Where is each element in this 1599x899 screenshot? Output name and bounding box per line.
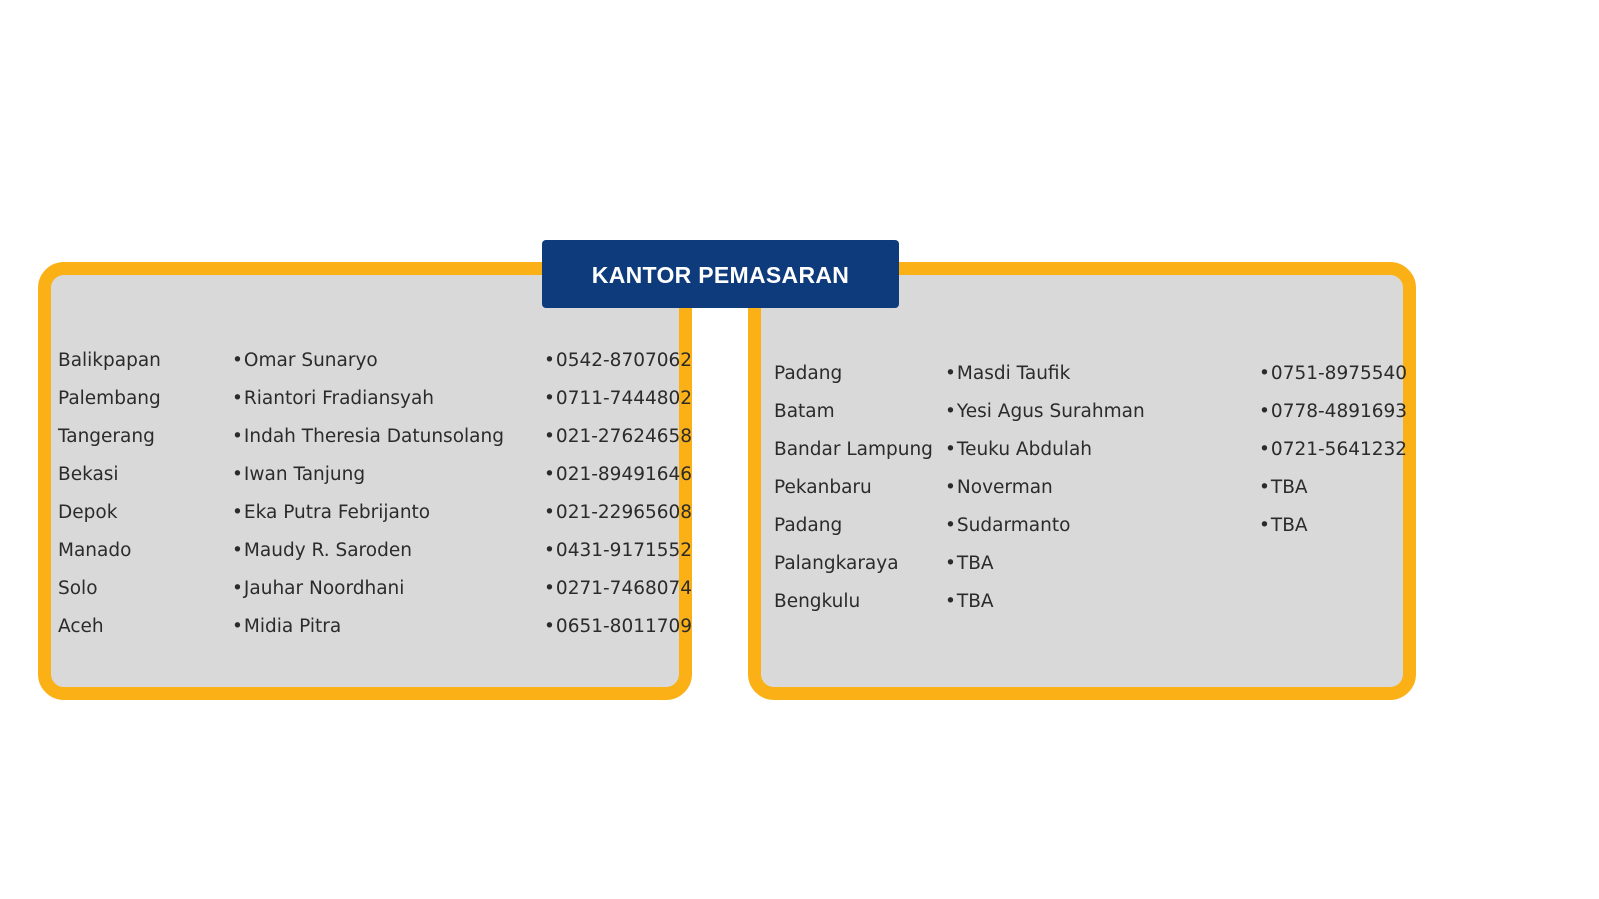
office-contact: [945, 359, 1070, 389]
office-contact: [945, 397, 1145, 427]
bullet: •: [232, 616, 243, 637]
office-city: Batam: [774, 401, 835, 422]
office-city: Padang: [774, 363, 843, 384]
office-phone: [1259, 473, 1308, 503]
office-phone-number: 0271-7468074: [555, 578, 693, 599]
bullet: •: [1259, 363, 1270, 384]
bullet: •: [544, 540, 555, 561]
bullet: •: [945, 477, 956, 498]
office-city: Palangkaraya: [774, 553, 899, 574]
office-contact: [945, 511, 1070, 541]
office-city: Depok: [58, 502, 118, 523]
office-phone: [1259, 359, 1407, 389]
office-city: Padang: [774, 515, 843, 536]
office-row: [0, 435, 1599, 465]
office-phone-number: TBA: [1270, 515, 1308, 536]
office-contact-name: Riantori Fradiansyah: [243, 388, 435, 409]
office-contact-name: Yesi Agus Surahman: [956, 401, 1145, 422]
bullet: •: [232, 388, 243, 409]
office-phone-number: 0431-9171552: [555, 540, 693, 561]
office-contact-name: Masdi Taufik: [956, 363, 1071, 384]
office-city: Bandar Lampung: [774, 439, 933, 460]
office-phone-number: 021-22965608: [555, 502, 693, 523]
office-phone-number: 0651-8011709: [555, 616, 693, 637]
bullet: •: [544, 426, 555, 447]
office-contact: [945, 473, 1053, 503]
bullet: •: [945, 553, 956, 574]
office-phone-number: 0721-5641232: [1270, 439, 1408, 460]
office-contact-name: Jauhar Noordhani: [243, 578, 405, 599]
office-phone-number: 0751-8975540: [1270, 363, 1408, 384]
bullet: •: [1259, 477, 1270, 498]
office-phone-number: 021-27624658: [555, 426, 693, 447]
office-city: Manado: [58, 540, 132, 561]
office-city: Balikpapan: [58, 350, 161, 371]
bullet: •: [1259, 439, 1270, 460]
office-contact: [945, 587, 994, 617]
bullet: •: [945, 591, 956, 612]
bullet: •: [945, 515, 956, 536]
bullet: •: [232, 464, 243, 485]
office-row: [0, 473, 1599, 503]
bullet: •: [232, 540, 243, 561]
bullet: •: [945, 439, 956, 460]
bullet: •: [544, 350, 555, 371]
office-contact-name: Eka Putra Febrijanto: [243, 502, 431, 523]
office-contact-name: Midia Pitra: [243, 616, 342, 637]
title-banner: [542, 240, 899, 308]
office-phone-number: TBA: [1270, 477, 1308, 498]
office-city: Bekasi: [58, 464, 119, 485]
page-title: KANTOR PEMASARAN: [591, 261, 850, 288]
office-contact-name: Maudy R. Saroden: [243, 540, 412, 561]
office-contact-name: Iwan Tanjung: [243, 464, 366, 485]
bullet: •: [544, 502, 555, 523]
office-city: Solo: [58, 578, 98, 599]
office-row: [0, 359, 1599, 389]
bullet: •: [945, 401, 956, 422]
bullet: •: [945, 363, 956, 384]
office-contact: [945, 549, 994, 579]
office-city: Palembang: [58, 388, 161, 409]
office-phone: [1259, 397, 1407, 427]
bullet: •: [544, 464, 555, 485]
office-contact-name: TBA: [956, 591, 994, 612]
office-contact: [945, 435, 1092, 465]
office-contact-name: Omar Sunaryo: [243, 350, 378, 371]
office-phone-number: 0542-8707062: [555, 350, 693, 371]
office-row: [0, 587, 1599, 617]
bullet: •: [232, 350, 243, 371]
bullet: •: [1259, 515, 1270, 536]
office-city: Aceh: [58, 616, 104, 637]
bullet: •: [232, 502, 243, 523]
bullet: •: [544, 616, 555, 637]
office-contact-name: Teuku Abdulah: [956, 439, 1093, 460]
office-row: [0, 397, 1599, 427]
bullet: •: [232, 578, 243, 599]
office-city: Tangerang: [58, 426, 155, 447]
office-phone-number: 0778-4891693: [1270, 401, 1408, 422]
office-contact-name: Noverman: [956, 477, 1053, 498]
office-contact-name: TBA: [956, 553, 994, 574]
office-city: Pekanbaru: [774, 477, 872, 498]
office-phone-number: 0711-7444802: [555, 388, 693, 409]
bullet: •: [232, 426, 243, 447]
office-phone: [1259, 435, 1407, 465]
office-row: [0, 511, 1599, 541]
office-city: Bengkulu: [774, 591, 861, 612]
bullet: •: [1259, 401, 1270, 422]
office-phone: [1259, 511, 1308, 541]
office-row: [0, 549, 1599, 579]
bullet: •: [544, 578, 555, 599]
office-contact-name: Indah Theresia Datunsolang: [243, 426, 504, 447]
office-contact-name: Sudarmanto: [956, 515, 1071, 536]
bullet: •: [544, 388, 555, 409]
office-phone-number: 021-89491646: [555, 464, 693, 485]
